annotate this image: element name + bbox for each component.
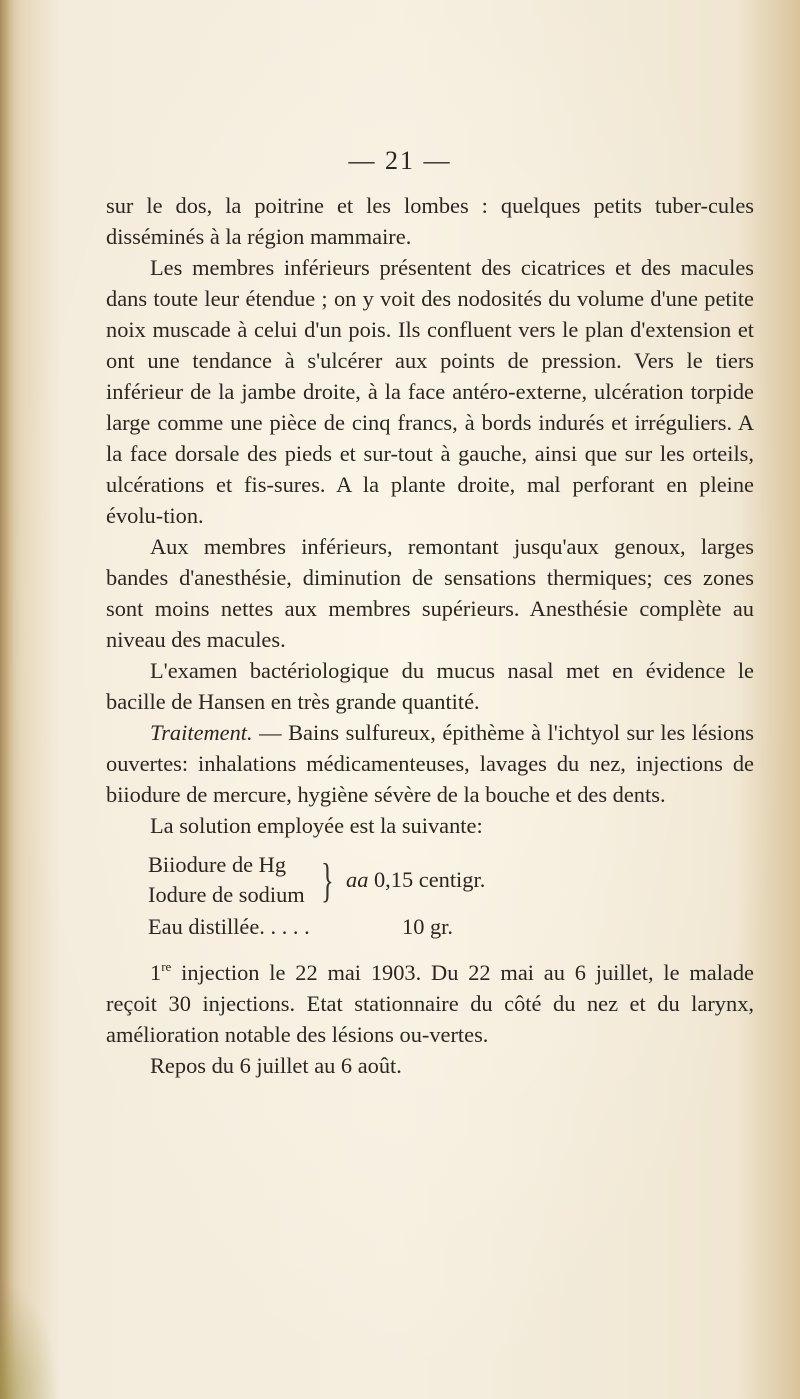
paragraph-6: La solution employée est la suivante: [150, 813, 483, 838]
formula-ingredient-1: Biiodure de Hg [148, 852, 287, 877]
paragraph-3: Aux membres inférieurs, remontant jusqu'aux genoux, larges bandes d'anesthésie, diminution de sensations thermiques; ces zones sont moins nettes aux membres supérieurs. Anesthésie complète au niveau des macules. [106, 534, 754, 652]
treatment-label: Traitement. [150, 720, 253, 745]
book-spine-shadow [0, 0, 14, 1399]
formula-dose-value: 0,15 centigr. [368, 867, 486, 892]
formula-dose [346, 864, 485, 895]
paragraph-4: L'examen bactériologique du mucus nasal met en évidence le bacille de Hansen en très grande quantité. [106, 658, 754, 714]
formula-block [106, 849, 754, 941]
formula-dose-prefix: aa [346, 867, 369, 892]
injection-text: injection le 22 mai 1903. Du 22 mai au 6 juillet, le malade reçoit 30 injections. Etat stationnaire du côté du nez et du larynx, amélioration notable des lésions ou-vertes. [106, 960, 754, 1047]
formula-water-quantity: 10 gr. [402, 914, 454, 939]
injection-ordinal: 1 [150, 960, 162, 985]
formula-brace: } [321, 854, 334, 907]
page-number: — 21 — [348, 146, 452, 175]
paragraph-8: Repos du 6 juillet au 6 août. [150, 1053, 402, 1078]
formula-water: Eau distillée. . . . . [148, 914, 310, 939]
body-text [106, 190, 754, 1081]
formula-ingredient-2: Iodure de sodium [148, 882, 305, 907]
paragraph-1: sur le dos, la poitrine et les lombes : quelques petits tuber-cules disséminés à la région mammaire. [106, 193, 754, 249]
injection-ordinal-suffix: re [161, 959, 172, 974]
treatment-text: — Bains sulfureux, épithème à l'ichtyol sur les lésions ouvertes: inhalations médicamenteuses, lavages du nez, injections de biiodure de mercure, hygiène sévère de la bouche et des dents. [106, 720, 754, 807]
paper-stain [0, 1279, 60, 1399]
paragraph-5 [106, 717, 754, 810]
paragraph-2: Les membres inférieurs présentent des cicatrices et des macules dans toute leur étendue ; on y voit des nodosités du volume d'une petite noix muscade à celui d'un pois. Ils confluent vers le plan d'extension et ont une tendance à s'ulcérer aux points de pression. Vers le tiers inférieur de la jambe droite, à la face antéro-externe, ulcération torpide large comme une pièce de cinq francs, à bords indurés et irréguliers. A la face dorsale des pieds et sur-tout à gauche, ainsi que sur les orteils, ulcérations et fis-sures. A la plante droite, mal perforant en pleine évolu-tion. [106, 255, 754, 528]
paragraph-7 [106, 951, 754, 1050]
